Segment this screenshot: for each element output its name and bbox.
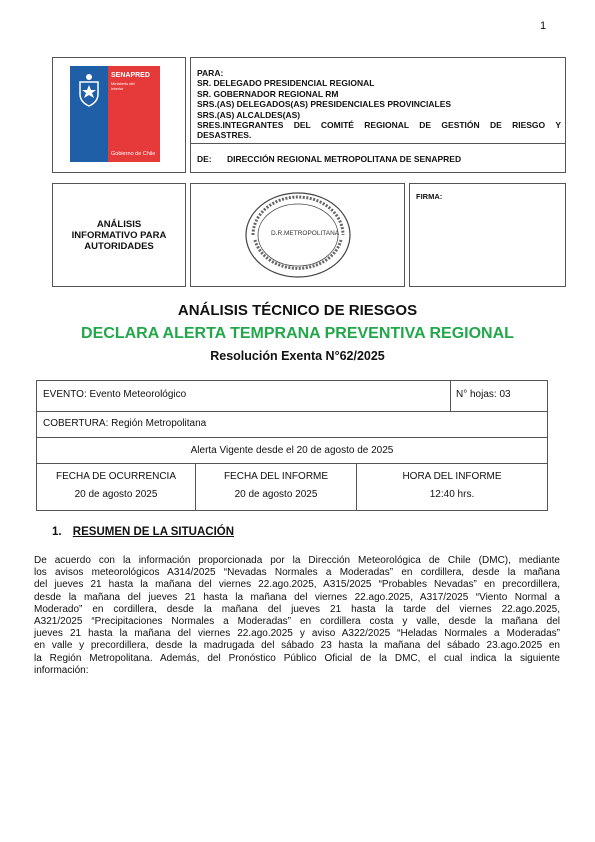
cobertura-text: COBERTURA: Región Metropolitana <box>43 418 207 429</box>
para-label: PARA: <box>197 68 224 78</box>
paragraph-line: en valle y precordillera, desde la madrugada del sábado 23 hasta la mañana del sábado 23.ago.2025 en <box>34 640 560 652</box>
paragraph-line: A321/2025 “Precipitaciones Normales a Moderadas” en cordillera costa y valle, desde la mañana del <box>34 616 560 628</box>
evento-text: EVENTO: Evento Meteorológico <box>43 389 187 400</box>
paragraph-line: información: <box>34 664 89 676</box>
signature-box <box>409 183 566 287</box>
paragraph-line: la Región Metropolitana. Además, del Pronóstico Público Oficial de la DMC, el cual indica la siguiente <box>34 652 560 664</box>
paragraph-line: Moderado” en cordillera, desde la mañana del jueves 21 hasta la tarde del viernes 22.ago.2025, <box>34 603 560 615</box>
recipients-box <box>190 57 566 173</box>
alerta-vigente-cell <box>36 437 548 464</box>
analysis-label-3: AUTORIDADES <box>84 241 154 252</box>
analysis-label-1: ANÁLISIS <box>96 219 142 230</box>
hora-informe-header: HORA DEL INFORME <box>402 471 502 482</box>
hora-informe-cell <box>356 463 548 511</box>
recipient-6: DESASTRES. <box>197 130 252 141</box>
logo-subtitle-1: Ministerio del <box>111 81 135 86</box>
logo-subtitle-2: Interior <box>111 86 124 91</box>
senapred-logo <box>70 66 160 162</box>
paragraph-line: De acuerdo con la información proporcionada por la Dirección Meteorológica de Chile (DMC), mediante <box>34 555 560 566</box>
main-title: ANÁLISIS TÉCNICO DE RIESGOS <box>177 302 418 319</box>
divider <box>191 143 565 144</box>
analysis-box <box>52 183 186 287</box>
recipient-2: SR. GOBERNADOR REGIONAL RM <box>197 88 339 99</box>
recipient-3: SRS.(AS) DELEGADOS(AS) PRESIDENCIALES PROVINCIALES <box>197 99 452 110</box>
ocurrencia-cell <box>36 463 196 511</box>
evento-cell <box>36 380 451 412</box>
cobertura-cell <box>36 411 548 438</box>
logo-box <box>52 57 186 173</box>
ocurrencia-header: FECHA DE OCURRENCIA <box>55 471 176 482</box>
stamp-box <box>190 183 405 287</box>
recipient-5: SRES.INTEGRANTES DEL COMITÉ REGIONAL DE GESTIÓN DE RIESGO Y <box>197 120 561 131</box>
coat-of-arms-icon <box>74 72 104 108</box>
logo-brand: SENAPRED <box>111 72 150 79</box>
hojas-text: N° hojas: 03 <box>456 389 511 400</box>
logo-footer: Gobierno de Chile <box>111 151 156 157</box>
fecha-informe-header: FECHA DEL INFORME <box>223 471 329 482</box>
hora-informe-value: 12:40 hrs. <box>429 489 475 500</box>
recipient-4: SRS.(AS) ALCALDES(AS) <box>197 109 301 120</box>
recipient-1: SR. DELEGADO PRESIDENCIAL REGIONAL <box>197 78 375 89</box>
alerta-vigente-text: Alerta Vigente desde el 20 de agosto de 2025 <box>190 445 394 456</box>
paragraph-line: jueves 21 hasta la mañana del viernes 22.ago.2025 y aviso A322/2025 “Heladas Normales a Moderadas” <box>34 628 560 640</box>
de-value: DIRECCIÓN REGIONAL METROPOLITANA DE SENAPRED <box>227 154 462 164</box>
de-label: DE: <box>197 154 212 164</box>
hojas-cell <box>450 380 548 412</box>
paragraph-line: desde la mañana del jueves 21 hasta la mañana del viernes 22.ago.2025, A317/2025 “Viento Normal a <box>34 591 560 603</box>
fecha-informe-value: 20 de agosto 2025 <box>234 489 318 500</box>
firma-label: FIRMA: <box>416 192 443 201</box>
situation-paragraph <box>34 555 560 677</box>
section-heading <box>52 526 234 538</box>
paragraph-line: del jueves 21 hasta la mañana del viernes 22.ago.2025, A315/2025 “Probables Nevadas” en precordillera, <box>34 579 560 591</box>
analysis-label-2: INFORMATIVO PARA <box>71 230 167 241</box>
resolution-title: Resolución Exenta N°62/2025 <box>210 349 385 363</box>
stamp-text: D.R.METROPOLITANA <box>271 230 340 237</box>
section-number: 1. <box>52 526 62 538</box>
section-title: RESUMEN DE LA SITUACIÓN <box>72 526 235 538</box>
page-number: 1 <box>540 20 547 32</box>
ocurrencia-value: 20 de agosto 2025 <box>74 489 158 500</box>
alert-title: DECLARA ALERTA TEMPRANA PREVENTIVA REGIONAL <box>81 325 514 342</box>
fecha-informe-cell <box>195 463 357 511</box>
paragraph-line: los avisos meteorológicos A314/2025 “Nevadas Normales a Moderadas” en cordillera, desde la mañana <box>34 567 560 579</box>
